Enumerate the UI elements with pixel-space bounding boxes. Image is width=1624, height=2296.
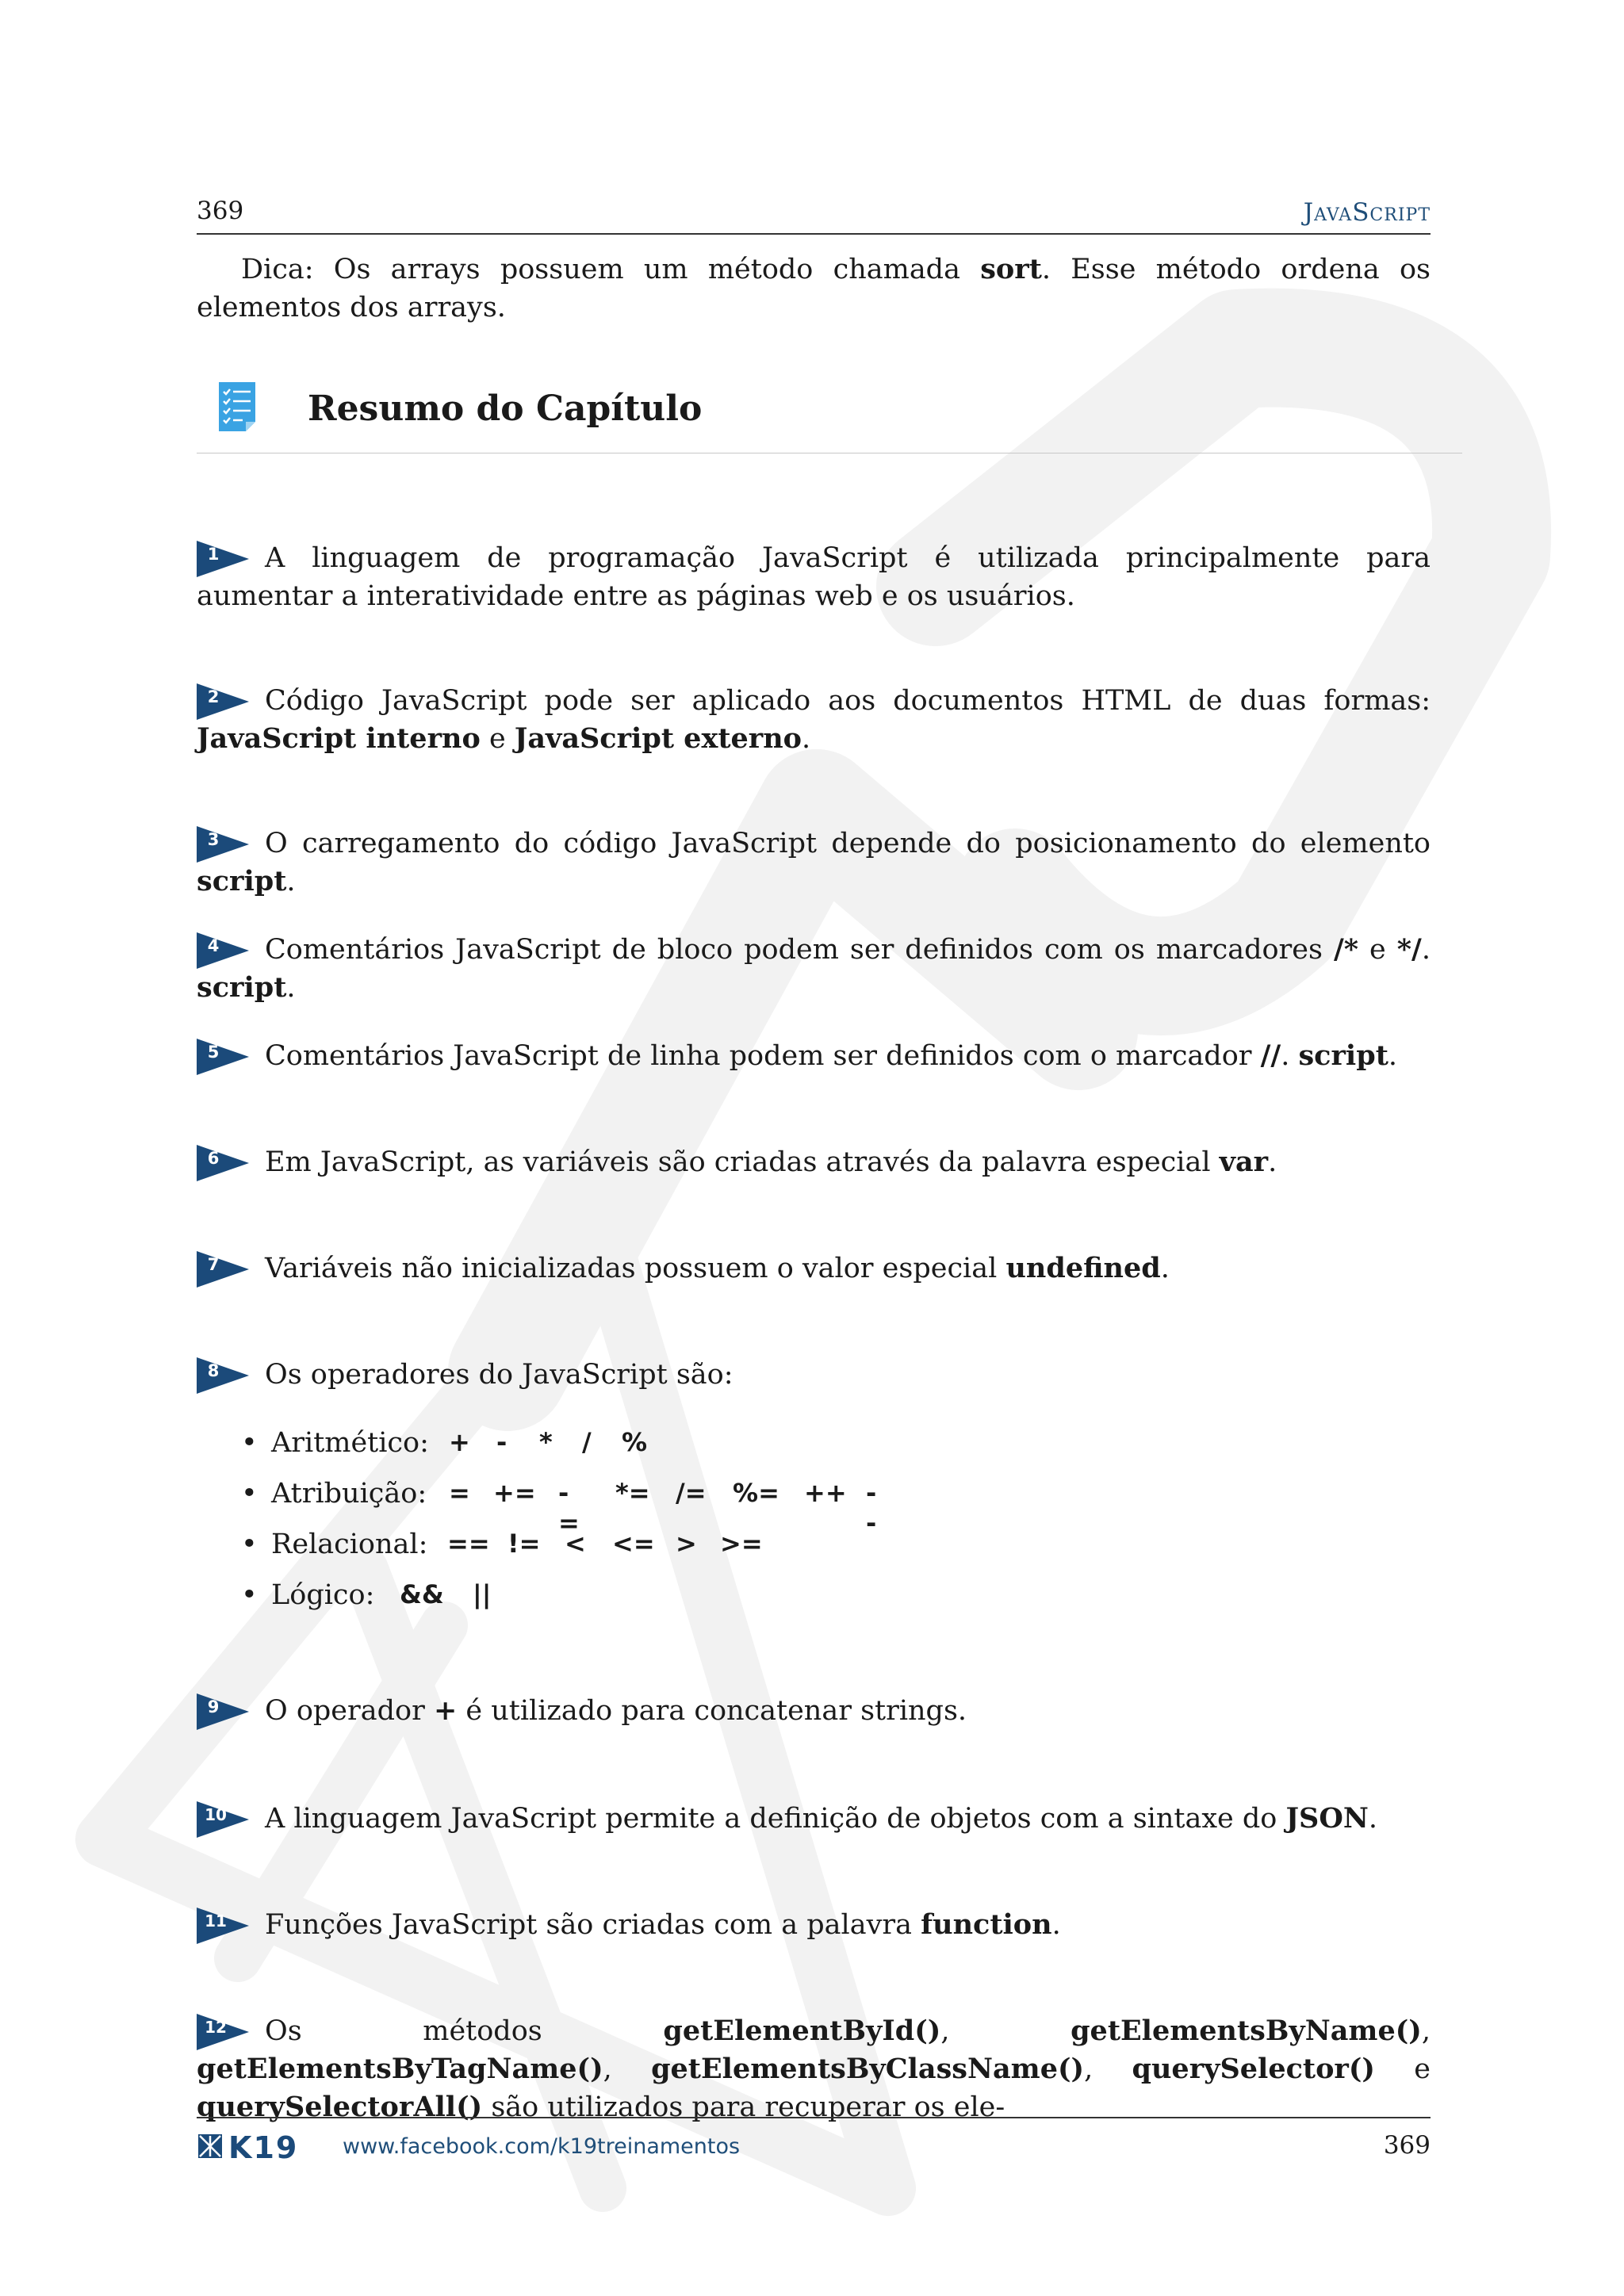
- summary-item-9: 9 O operador + é utilizado para concatenar strings.: [197, 1692, 1431, 1730]
- number-badge: 12: [197, 2012, 249, 2050]
- summary-item-12: 12 Os métodos getElementById(), getElementsByName(), getElementsByTagName(), getElementsByClassName(), querySelector() e querySelectorAll() são utilizados para recuperar os ele-: [197, 2012, 1431, 2126]
- number-badge: 6: [197, 1143, 249, 1181]
- summary-item-7: 7 Variáveis não inicializadas possuem o valor especial undefined.: [197, 1249, 1431, 1288]
- summary-item-3: 3 O carregamento do código JavaScript depende do posicionamento do elemento script.: [197, 825, 1431, 901]
- summary-item-1: [197, 539, 1431, 615]
- number-badge: 11: [197, 1906, 249, 1944]
- footer-page-number: 369: [1383, 2131, 1431, 2160]
- number-badge: 9: [197, 1692, 249, 1730]
- tip-bold: sort: [980, 253, 1042, 285]
- number-badge: 7: [197, 1249, 249, 1288]
- summary-item-11: 11 Funções JavaScript são criadas com a palavra function.: [197, 1906, 1431, 1944]
- tip-text: Dica: Os arrays possuem um método chamada: [241, 254, 981, 285]
- summary-item-10: 10 A linguagem JavaScript permite a definição de objetos com a sintaxe do JSON.: [197, 1800, 1431, 1838]
- footer-divider: [197, 2117, 1431, 2118]
- tip-text-end: . Esse método ordena os elementos dos arrays.: [197, 254, 1431, 323]
- number-badge: 5: [197, 1037, 249, 1075]
- summary-item-5: 5 Comentários JavaScript de linha podem ser definidos com o marcador //. script.: [197, 1037, 1431, 1075]
- summary-item-8: 8 Os operadores do JavaScript são:: [197, 1356, 1431, 1394]
- summary-item-4: 4 Comentários JavaScript de bloco podem ser definidos com os marcadores /* e */. script.: [197, 931, 1431, 1007]
- number-badge: 8: [197, 1356, 249, 1394]
- page-header: [197, 197, 1431, 235]
- tip-paragraph: [197, 251, 1431, 327]
- footer-url-link[interactable]: www.facebook.com/k19treinamentos: [343, 2134, 741, 2159]
- number-badge: 2: [197, 682, 249, 720]
- header-page-number: 369: [197, 197, 244, 225]
- header-section-title: JavaScript: [1303, 198, 1431, 227]
- section-title: Resumo do Capítulo: [308, 388, 703, 429]
- number-badge: 3: [197, 825, 249, 863]
- svg-text:K19: K19: [228, 2131, 299, 2163]
- k19-logo: [197, 2131, 324, 2163]
- number-badge: 4: [197, 931, 249, 969]
- item-text: A linguagem de programação JavaScript é utilizada principalmente para aumentar a interatividade entre as páginas web e os usuários.: [197, 542, 1431, 612]
- summary-item-6: 6 Em JavaScript, as variáveis são criadas através da palavra especial var.: [197, 1143, 1431, 1181]
- checklist-icon: [216, 381, 263, 436]
- number-badge: 10: [197, 1800, 249, 1838]
- number-badge: 1: [197, 539, 249, 577]
- summary-item-2: 2 Código JavaScript pode ser aplicado aos documentos HTML de duas formas: JavaScript interno e JavaScript externo.: [197, 682, 1431, 758]
